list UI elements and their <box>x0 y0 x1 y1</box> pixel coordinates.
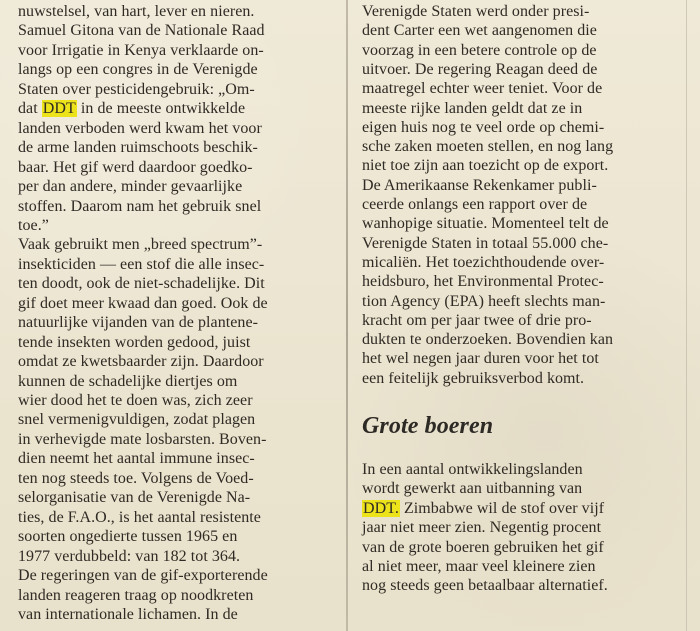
text-run: wanhopige situatie. Momenteel telt de <box>362 215 609 233</box>
text-run: natuurlijke vijanden van de plantene- <box>18 314 258 332</box>
text-run: ceerde onlangs een rapport over de <box>362 196 588 213</box>
text-run: maatregel echter weer teniet. Voor de <box>362 80 603 98</box>
right-column-line-11 <box>362 197 587 213</box>
right-column-line-6 <box>362 101 582 117</box>
grote-boeren-line-3 <box>362 501 604 517</box>
right-column-line-9 <box>362 158 608 174</box>
right-column-line-8 <box>362 139 613 155</box>
text-run: stoffen. Daarom nam het gebruik snel <box>18 197 262 215</box>
text-run: nog steeds geen betaalbaar alternatief. <box>362 577 608 595</box>
text-run: van de grote boeren gebruiken het gif <box>362 538 604 556</box>
text-run: 1977 verdubbeld: van 182 tot 364. <box>18 547 241 565</box>
grote-boeren-line-4 <box>362 520 601 536</box>
text-run: van internationale lichamen. In de <box>18 605 238 623</box>
grote-boeren-line-1 <box>362 462 583 478</box>
right-column-line-13 <box>362 236 608 252</box>
text-run: nuwstelsel, van hart, lever en nieren. <box>18 3 255 20</box>
left-column-line-26 <box>18 490 250 506</box>
right-column-line-12 <box>362 216 609 232</box>
text-run: jaar niet meer zien. Negentig procent <box>362 519 602 537</box>
text-run: het wel negen jaar duren voor het tot <box>362 350 599 368</box>
left-column-line-29 <box>18 549 240 565</box>
left-column-line-1 <box>18 4 254 20</box>
text-run: een feitelijk gebruiksverbod komt. <box>362 369 585 387</box>
text-run: tende insekten worden gedood, juist <box>18 333 251 351</box>
right-column-line-7 <box>362 120 604 136</box>
grote-boeren-line-5 <box>362 540 604 556</box>
text-run: kunnen de schadelijke diertjes om <box>18 372 238 390</box>
text-run: per dan andere, minder gevaarlijke <box>18 178 243 196</box>
text-run: meeste rijke landen geldt dat ze in <box>362 99 583 117</box>
right-column-line-19 <box>362 351 599 367</box>
left-column-line-21 <box>18 393 253 409</box>
left-column-line-18 <box>18 335 250 351</box>
text-run: tion Agency (EPA) heeft slechts man- <box>362 292 606 310</box>
left-column-line-7 <box>18 121 262 137</box>
ddt-highlight: DDT. <box>363 499 399 517</box>
text-run: in de meeste ontwikkelde <box>76 100 246 118</box>
left-column-line-24 <box>18 451 255 467</box>
right-column-line-10 <box>362 178 597 194</box>
left-column-line-10 <box>18 179 242 195</box>
text-run: wier dood het te doen was, zich zeer <box>18 392 253 409</box>
left-column-line-14 <box>18 257 264 273</box>
left-column-line-22 <box>18 412 255 428</box>
left-column-line-31 <box>18 588 253 604</box>
text-run: landen reageren traag op noodkreten <box>18 586 254 604</box>
text-run: De regeringen van de gif-exporterende <box>18 567 268 585</box>
text-run: wordt gewerkt aan uitbanning van <box>362 480 583 498</box>
text-run: dien neemt het aantal immune insec- <box>18 450 255 468</box>
left-column-line-32 <box>18 607 238 623</box>
left-column-line-5 <box>18 82 255 98</box>
left-column-line-23 <box>18 432 266 448</box>
text-run: uitvoer. De regering Reagan deed de <box>362 60 598 78</box>
grote-boeren-line-7 <box>362 578 608 594</box>
text-run: landen verboden werd kwam het voor <box>18 119 262 137</box>
text-run: niet toe zijn aan toezicht op de export. <box>362 157 609 175</box>
left-column-line-8 <box>18 140 258 156</box>
grote-boeren-line-2 <box>362 481 582 497</box>
left-column-line-9 <box>18 160 253 176</box>
left-column-line-4 <box>18 62 258 78</box>
text-run: selorganisatie van de Verenigde Na- <box>18 489 251 507</box>
left-column-line-17 <box>18 315 258 331</box>
section-heading: Grote boeren <box>362 413 494 439</box>
text-run: ten nog steeds toe. Volgens de Voed- <box>18 469 254 487</box>
left-column-line-15 <box>18 276 265 292</box>
column-divider <box>346 0 348 631</box>
text-run: Vaak gebruikt men „breed spectrum”- <box>18 236 263 254</box>
left-column-line-3 <box>18 43 264 59</box>
right-page-edge-rule <box>686 0 687 631</box>
right-column-line-14 <box>362 255 604 271</box>
text-run: in verhevigde mate losbarsten. Boven- <box>18 430 267 448</box>
left-column-line-27 <box>18 510 261 526</box>
text-run: De Amerikaanse Rekenkamer publi- <box>362 176 597 194</box>
right-column-line-5 <box>362 81 602 97</box>
right-column-line-18 <box>362 332 613 348</box>
text-run: Staten over pesticidengebruik: „Om- <box>18 80 255 98</box>
right-column-line-16 <box>362 294 605 310</box>
text-run: Samuel Gitona van de Nationale Raad <box>18 22 265 40</box>
text-run: insekticiden — een stof die alle insec- <box>18 255 265 273</box>
text-run: voor Irrigatie in Kenya verklaarde on- <box>18 41 264 59</box>
text-run: Verenigde Staten werd onder presi- <box>362 3 590 20</box>
text-run: ties, de F.A.O., is het aantal resistente <box>18 508 261 526</box>
right-column-line-20 <box>362 371 584 387</box>
text-run: langs op een congres in de Verenigde <box>18 61 258 79</box>
text-run: Verenigde Staten in totaal 55.000 che- <box>362 234 609 252</box>
left-column-line-20 <box>18 374 237 390</box>
left-column-line-28 <box>18 529 237 545</box>
text-run: ten doodt, ook de niet-schadelijke. Dit <box>18 275 265 293</box>
left-column-line-19 <box>18 354 264 370</box>
text-run: In een aantal ontwikkelingslanden <box>362 461 583 478</box>
ddt-highlight: DDT <box>42 100 76 118</box>
text-run: al niet meer, maar veel kleinere zien <box>362 558 596 575</box>
text-run: soorten ongedierte tussen 1965 en <box>18 528 238 546</box>
left-column-line-6 <box>18 101 245 117</box>
left-column-line-2 <box>18 23 265 39</box>
left-column-line-30 <box>18 568 268 584</box>
right-column-line-15 <box>362 274 604 290</box>
right-column-line-1 <box>362 4 589 20</box>
right-column-line-3 <box>362 43 597 59</box>
left-column-line-13 <box>18 237 262 253</box>
right-column-line-2 <box>362 23 597 39</box>
right-column-line-4 <box>362 62 597 78</box>
text-run: micaliën. Het toezichthoudende over- <box>362 253 605 271</box>
text-run: snel vermenigvuldigen, zodat plagen <box>18 411 256 429</box>
text-run: heidsburo, het Environmental Protec- <box>362 273 604 291</box>
text-run: eigen huis nog te veel orde op chemi- <box>362 118 605 136</box>
text-run: sche zaken moeten stellen, en nog lang <box>362 138 614 156</box>
text-run: gif doet meer kwaad dan goed. Ook de <box>18 294 268 312</box>
left-column-line-16 <box>18 296 268 312</box>
left-column-line-25 <box>18 471 254 487</box>
text-run: baar. Het gif werd daardoor goedko- <box>18 158 253 176</box>
right-column-line-17 <box>362 313 592 329</box>
left-column-line-12 <box>18 218 49 234</box>
text-run: dent Carter een wet aangenomen die <box>362 22 597 40</box>
text-run: omdat ze kwetsbaarder zijn. Daardoor <box>18 353 264 371</box>
text-run: toe.” <box>18 216 49 234</box>
text-run: dukten te onderzoeken. Bovendien kan <box>362 331 614 349</box>
text-run: dat <box>18 100 42 118</box>
text-run: de arme landen ruimschoots beschik- <box>18 139 258 157</box>
text-run: kracht om per jaar twee of drie pro- <box>362 311 592 329</box>
text-run: Zimbabwe wil de stof over vijf <box>399 499 605 517</box>
left-column-line-11 <box>18 199 261 215</box>
grote-boeren-line-6 <box>362 559 596 575</box>
text-run: voorzag in een betere controle op de <box>362 41 597 59</box>
